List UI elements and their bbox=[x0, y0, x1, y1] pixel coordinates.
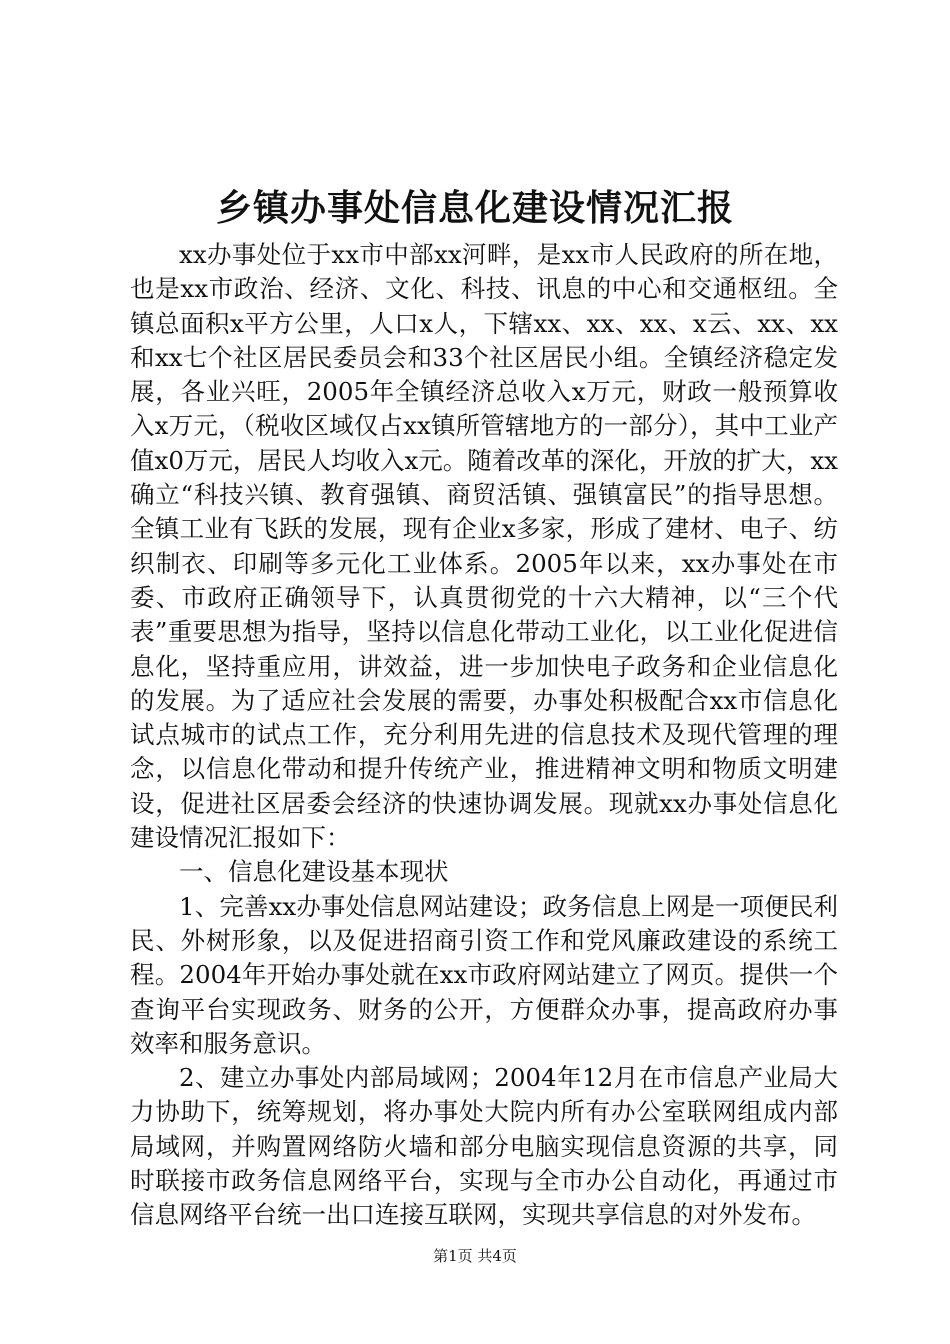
page-footer: 第1页 共4页 bbox=[433, 1247, 517, 1265]
section-heading: 一、信息化建设基本现状 bbox=[179, 857, 449, 887]
document-title: 乡镇办事处信息化建设情况汇报 bbox=[215, 187, 734, 229]
item-2-paragraph: 2、建立办事处内部局域网；2004年12月在市信息产业局大力协助下，统筹规划，将办事处大院内所有办公室联网组成内部局域网，并购置网络防火墙和部分电脑实现信息资源的共享，同时联接市政务信息网络平台，实现与全市办公自动化，再通过市信息网络平台统一出口连接互联网，实现共享信息的对外发布。 bbox=[130, 1063, 838, 1230]
document-body bbox=[130, 238, 838, 1233]
intro-paragraph: xx办事处位于xx市中部xx河畔，是xx市人民政府的所在地，也是xx市政治、经济、文化、科技、讯息的中心和交通枢纽。全镇总面积x平方公里，人口x人，下辖xx、xx、xx、x云、xx、xx和xx七个社区居民委员会和33个社区居民小组。全镇经济稳定发展，各业兴旺，2005年全镇经济总收入x万元，财政一般预算收入x万元，（税收区域仅占xx镇所管辖地方的一部分），其中工业产值x0万元，居民人均收入x元。随着改革的深化，开放的扩大，xx确立“科技兴镇、教育强镇、商贸活镇、强镇富民”的指导思想。全镇工业有飞跃的发展，现有企业x多家，形成了建材、电子、纺织制衣、印刷等多元化工业体系。2005年以来，xx办事处在市委、市政府正确领导下，认真贯彻党的十六大精神，以“三个代表”重要思想为指导，坚持以信息化带动工业化，以工业化促进信息化，坚持重应用，讲效益，进一步加快电子政务和企业信息化的发展。为了适应社会发展的需要，办事处积极配合xx市信息化试点城市的试点工作，充分利用先进的信息技术及现代管理的理念，以信息化带动和提升传统产业，推进精神文明和物质文明建设，促进社区居委会经济的快速协调发展。现就xx办事处信息化建设情况汇报如下： bbox=[130, 240, 838, 853]
item-1-paragraph: 1、完善xx办事处信息网站建设；政务信息上网是一项便民利民、外树形象，以及促进招商引资工作和党风廉政建设的系统工程。2004年开始办事处就在xx市政府网站建立了网页。提供一个查询平台实现政务、财务的公开，方便群众办事，提高政府办事效率和服务意识。 bbox=[130, 891, 838, 1058]
